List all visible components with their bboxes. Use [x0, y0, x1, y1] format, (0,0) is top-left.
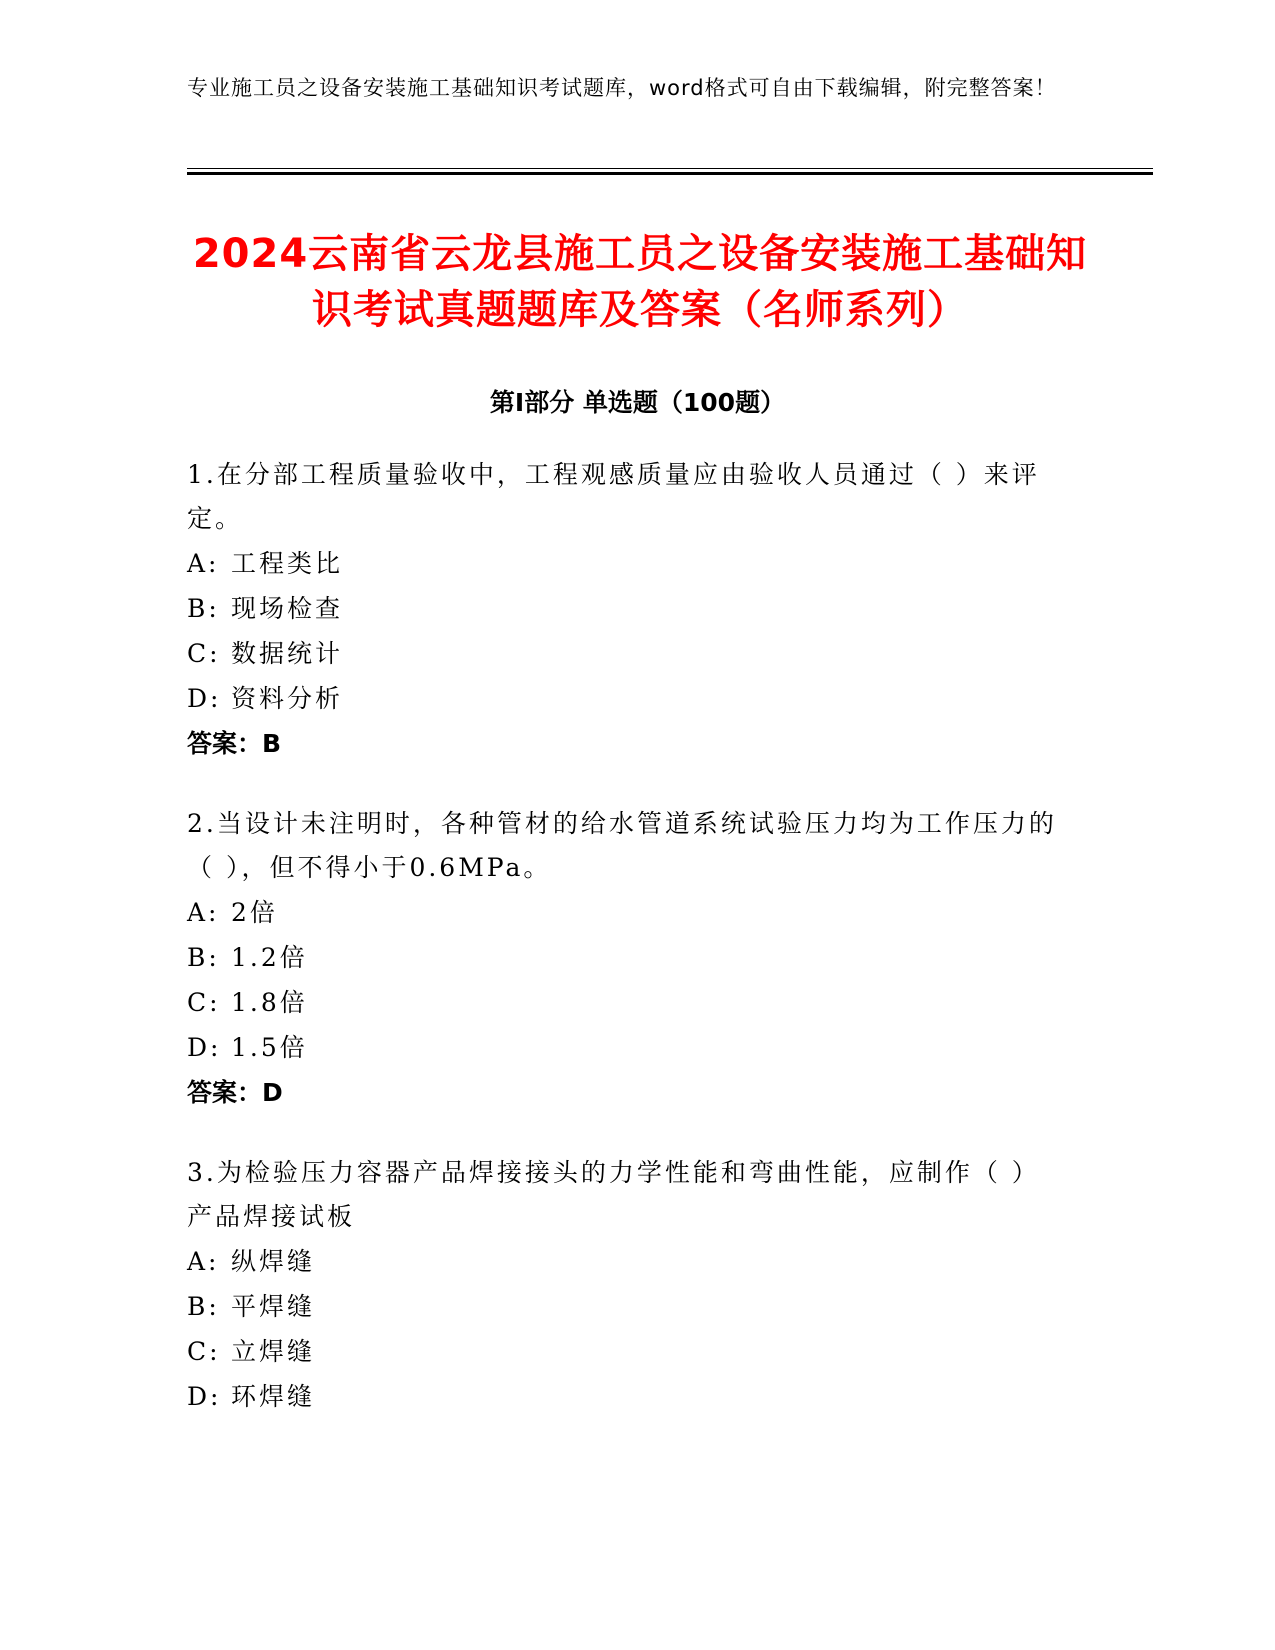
option-text: 2倍 [231, 898, 278, 927]
option-c [187, 980, 1067, 1025]
option-b [187, 935, 1067, 980]
option-text: 平焊缝 [231, 1292, 316, 1321]
question-2 [187, 802, 1067, 1115]
option-text: 立焊缝 [231, 1337, 316, 1366]
question-stem: 2.当设计未注明时，各种管材的给水管道系统试验压力均为工作压力的（ ），但不得小于0.6MPa。 [187, 809, 1057, 882]
option-key: A: [187, 898, 220, 927]
question-1 [187, 453, 1067, 766]
option-key: C: [187, 639, 221, 668]
question-3 [187, 1151, 1067, 1419]
option-key: B: [187, 594, 220, 623]
option-a [187, 541, 1067, 586]
option-key: B: [187, 1292, 220, 1321]
option-key: B: [187, 943, 220, 972]
option-a [187, 890, 1067, 935]
question-stem: 1.在分部工程质量验收中，工程观感质量应由验收人员通过（ ）来评定。 [187, 460, 1040, 533]
option-key: D: [187, 1033, 222, 1062]
option-a [187, 1239, 1067, 1284]
option-key: C: [187, 1337, 221, 1366]
header-divider-thick [187, 172, 1153, 175]
option-text: 1.5倍 [231, 1033, 308, 1062]
section-heading: 第Ⅰ部分 单选题（100题） [489, 388, 786, 417]
header-note: 专业施工员之设备安装施工基础知识考试题库，word格式可自由下载编辑，附完整答案！ [187, 76, 1057, 100]
option-text: 现场检查 [231, 594, 344, 623]
option-d [187, 1374, 1067, 1419]
option-key: C: [187, 988, 221, 1017]
option-b [187, 586, 1067, 631]
answer-line: 答案：B [187, 729, 282, 758]
option-text: 环焊缝 [231, 1382, 316, 1411]
option-d [187, 1025, 1067, 1070]
option-text: 资料分析 [231, 684, 344, 713]
option-c [187, 631, 1067, 676]
option-key: A: [187, 1247, 220, 1276]
option-d [187, 676, 1067, 721]
header-divider-thin [187, 168, 1153, 169]
option-b [187, 1284, 1067, 1329]
option-c [187, 1329, 1067, 1374]
option-text: 工程类比 [231, 549, 344, 578]
option-text: 纵焊缝 [231, 1247, 316, 1276]
option-key: D: [187, 684, 222, 713]
option-text: 1.2倍 [231, 943, 308, 972]
answer-line: 答案：D [187, 1078, 283, 1107]
option-text: 1.8倍 [231, 988, 308, 1017]
document-title: 2024云南省云龙县施工员之设备安装施工基础知识考试真题题库及答案（名师系列） [192, 231, 1088, 333]
option-key: D: [187, 1382, 222, 1411]
option-text: 数据统计 [231, 639, 344, 668]
question-stem: 3.为检验压力容器产品焊接接头的力学性能和弯曲性能，应制作（ ）产品焊接试板 [187, 1158, 1040, 1231]
option-key: A: [187, 549, 220, 578]
